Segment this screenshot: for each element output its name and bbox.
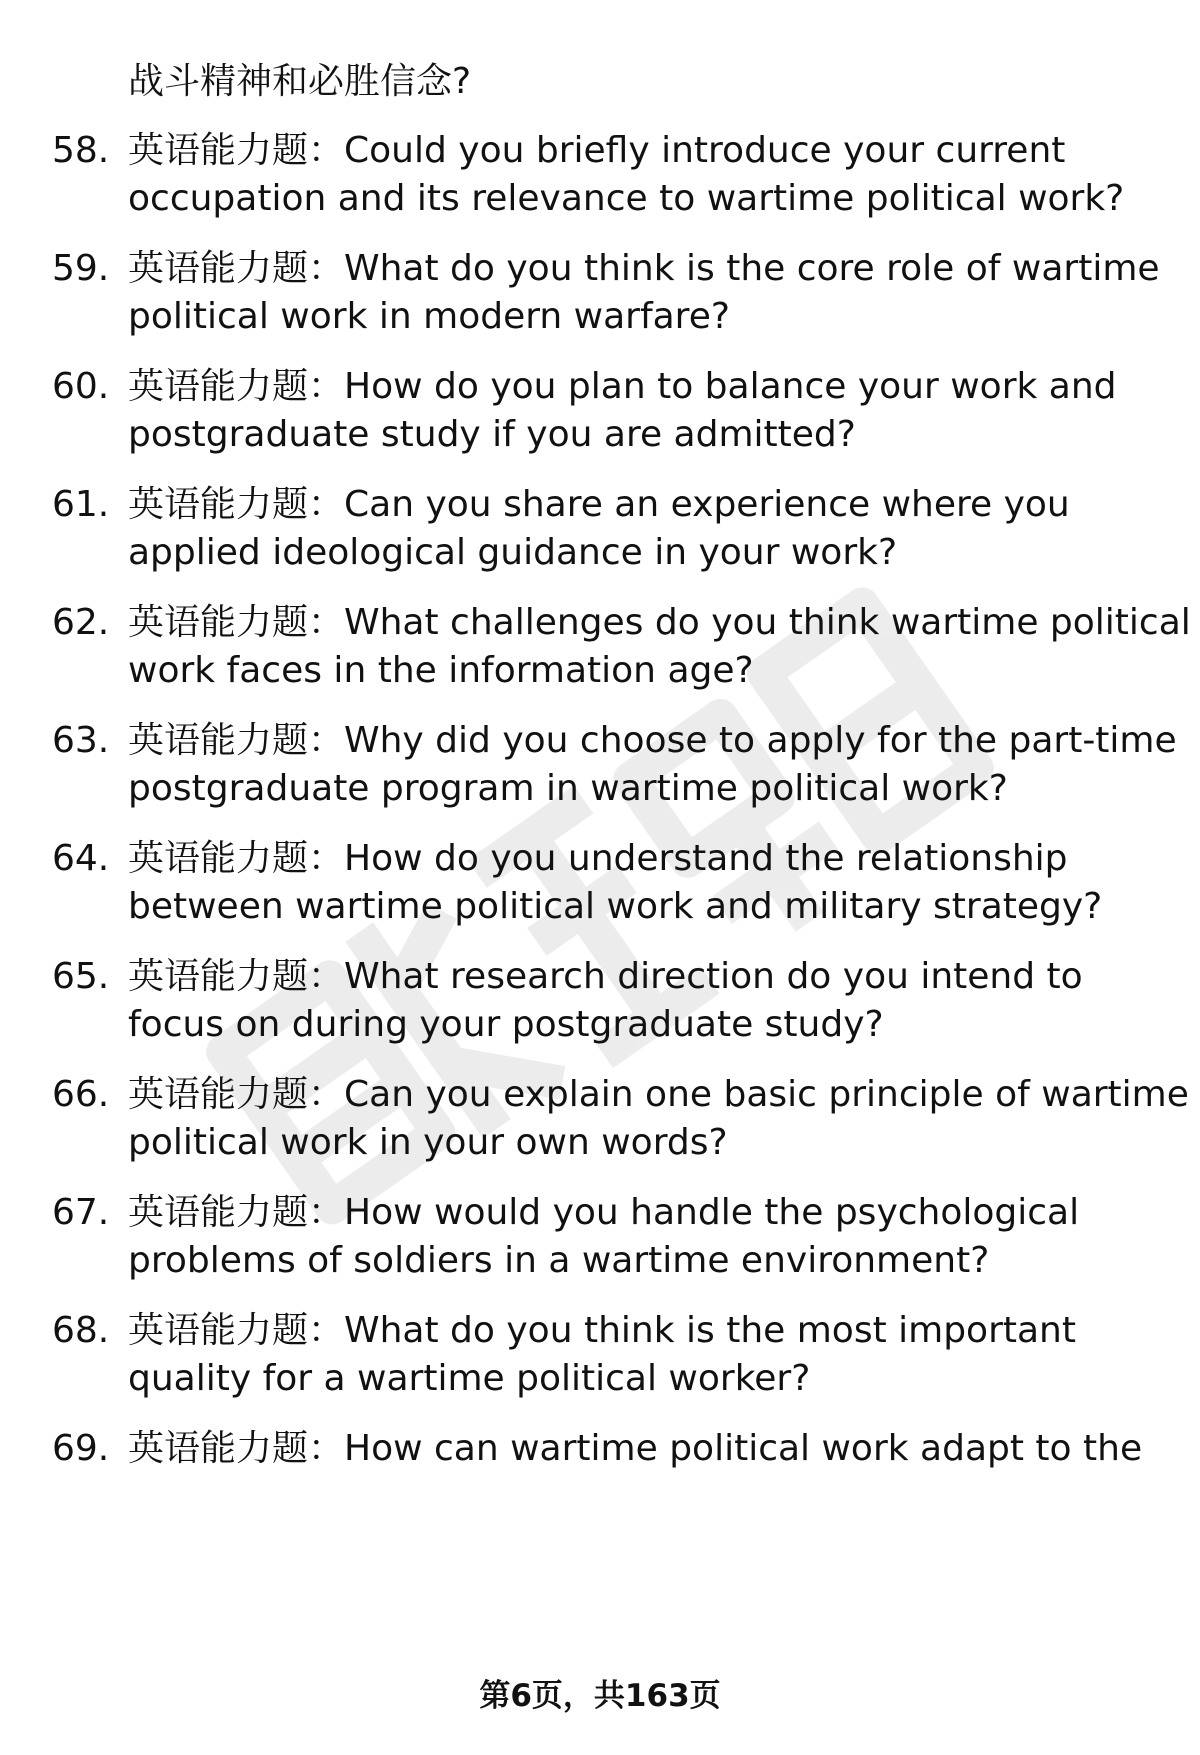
question-body <box>128 363 1200 459</box>
question-line-2: political work in modern warfare? <box>128 296 730 337</box>
question-line-2: applied ideological guidance in your work? <box>128 532 898 573</box>
question-number: 59. <box>52 248 110 289</box>
question-line <box>128 245 1200 293</box>
question-text: How would you handle the psychological <box>344 1192 1080 1233</box>
question-line-2: postgraduate program in wartime political work? <box>128 768 1008 809</box>
question-number: 62. <box>52 602 110 643</box>
question-number: 61. <box>52 484 110 525</box>
question-label: 英语能力题： <box>128 602 345 643</box>
question-label: 英语能力题： <box>128 720 345 761</box>
question-label: 英语能力题： <box>128 248 345 289</box>
question-body <box>128 1071 1200 1167</box>
question-text: What do you think is the most important <box>344 1310 1076 1351</box>
question-text: Can you explain one basic principle of wartime <box>344 1074 1189 1115</box>
question-body <box>128 835 1200 931</box>
continuation-text: 战斗精神和必胜信念? <box>128 61 472 102</box>
question-label: 英语能力题： <box>128 130 345 171</box>
question-label: 英语能力题： <box>128 956 345 997</box>
question-label: 英语能力题： <box>128 1074 345 1115</box>
question-text: Could you briefly introduce your current <box>344 130 1066 171</box>
question-body <box>128 599 1200 695</box>
question-number: 63. <box>52 720 110 761</box>
question-line <box>128 717 1200 765</box>
question-number: 66. <box>52 1074 110 1115</box>
question-line <box>128 1189 1200 1237</box>
question-text: How do you understand the relationship <box>344 838 1068 879</box>
question-label: 英语能力题： <box>128 1428 345 1469</box>
question-number: 69. <box>52 1428 110 1469</box>
question-text: How can wartime political work adapt to the <box>344 1428 1143 1469</box>
question-number: 67. <box>52 1192 110 1233</box>
question-text: How do you plan to balance your work and <box>344 366 1117 407</box>
question-number: 68. <box>52 1310 110 1351</box>
question-line <box>128 1425 1200 1473</box>
question-body <box>128 717 1200 813</box>
question-line-2: problems of soldiers in a wartime environment? <box>128 1240 990 1281</box>
question-line-2: between wartime political work and military strategy? <box>128 886 1103 927</box>
question-line <box>128 953 1200 1001</box>
question-label: 英语能力题： <box>128 1310 345 1351</box>
question-line <box>128 481 1200 529</box>
question-label: 英语能力题： <box>128 366 345 407</box>
question-label: 英语能力题： <box>128 484 345 525</box>
question-label: 英语能力题： <box>128 838 345 879</box>
question-body <box>128 481 1200 577</box>
question-line <box>128 1307 1200 1355</box>
question-body <box>128 1425 1200 1473</box>
question-body <box>128 1307 1200 1403</box>
question-number: 64. <box>52 838 110 879</box>
question-line-2: political work in your own words? <box>128 1122 728 1163</box>
question-number: 58. <box>52 130 110 171</box>
question-body <box>128 127 1200 223</box>
question-text: What challenges do you think wartime political <box>344 602 1191 643</box>
question-line <box>128 363 1200 411</box>
question-text: What do you think is the core role of wartime <box>344 248 1160 289</box>
question-line-2: work faces in the information age? <box>128 650 754 691</box>
question-line <box>128 127 1200 175</box>
question-number: 65. <box>52 956 110 997</box>
question-text: What research direction do you intend to <box>344 956 1083 997</box>
question-label: 英语能力题： <box>128 1192 345 1233</box>
question-line <box>128 1071 1200 1119</box>
question-line-2: postgraduate study if you are admitted? <box>128 414 856 455</box>
question-line-2: focus on during your postgraduate study? <box>128 1004 884 1045</box>
question-body <box>128 953 1200 1049</box>
question-body <box>128 1189 1200 1285</box>
question-number: 60. <box>52 366 110 407</box>
question-line <box>128 835 1200 883</box>
question-text: Can you share an experience where you <box>344 484 1070 525</box>
question-line-2: occupation and its relevance to wartime political work? <box>128 178 1125 219</box>
question-body <box>128 245 1200 341</box>
page-footer: 第6页，共163页 <box>479 1678 721 1714</box>
question-text: Why did you choose to apply for the part-time <box>344 720 1177 761</box>
question-line-2: quality for a wartime political worker? <box>128 1358 811 1399</box>
question-line <box>128 599 1200 647</box>
